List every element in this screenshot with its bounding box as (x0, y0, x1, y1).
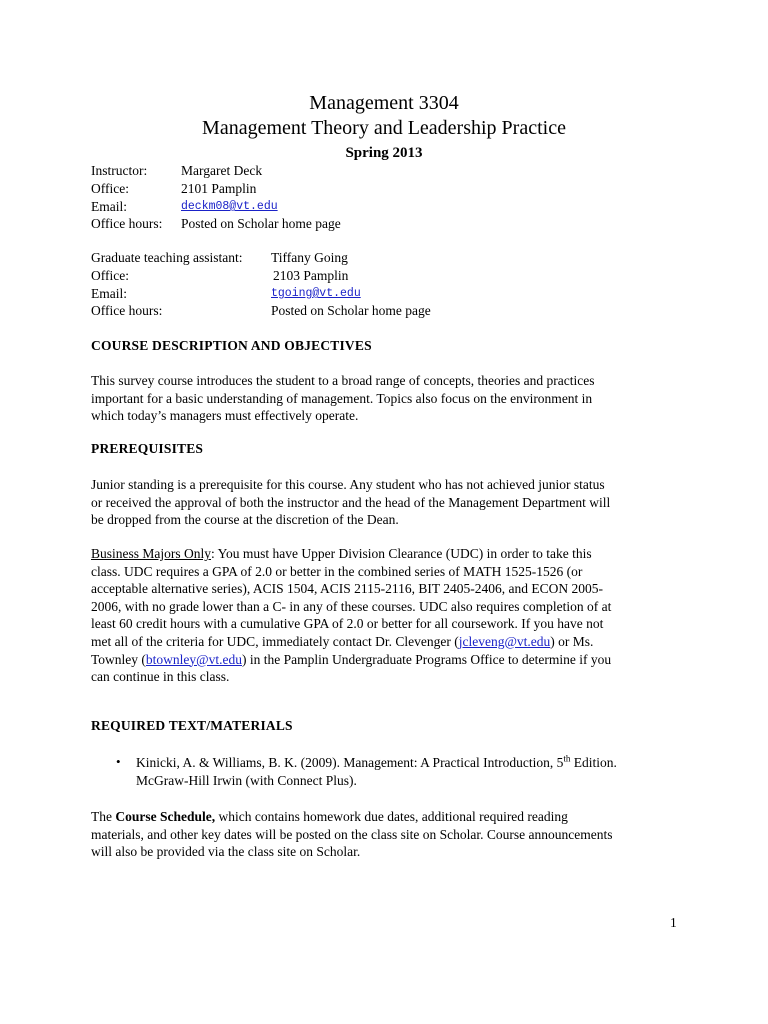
bullet-icon: • (116, 754, 121, 769)
description-line: which today’s managers must effectively operate. (91, 408, 359, 424)
gta-office: 2103 Pamplin (273, 268, 349, 283)
schedule-text-pre: The (91, 809, 116, 824)
business-majors-line (91, 545, 681, 563)
instructor-office: 2101 Pamplin (181, 181, 257, 196)
gta-email-link[interactable]: tgoing@vt.edu (271, 287, 361, 300)
business-majors-line: can continue in this class. (91, 669, 230, 685)
instructor-hours: Posted on Scholar home page (181, 216, 341, 231)
page-number: 1 (670, 915, 677, 930)
course-schedule-bold: Course Schedule, (115, 809, 216, 824)
instructor-email-link[interactable]: deckm08@vt.edu (181, 200, 278, 213)
instructor-email-label: Email: (91, 199, 127, 214)
business-majors-line (91, 651, 681, 669)
schedule-line: will also be provided via the class site on Scholar. (91, 844, 361, 860)
schedule-paragraph (91, 808, 681, 861)
prerequisites-paragraph (91, 476, 681, 529)
materials-heading: REQUIRED TEXT/MATERIALS (91, 718, 293, 733)
gta-name: Tiffany Going (271, 250, 348, 265)
description-line: This survey course introduces the student to a broad range of concepts, theories and practices (91, 373, 595, 388)
edition-superscript: th (563, 753, 571, 764)
textbook-line (136, 754, 617, 772)
townley-text: Townley ( (91, 651, 146, 667)
description-line: important for a basic understanding of management. Topics also focus on the environment in (91, 390, 593, 406)
description-paragraph (91, 372, 681, 425)
business-majors-line (91, 633, 681, 651)
course-term: Spring 2013 (345, 145, 423, 161)
prerequisites-line: Junior standing is a prerequisite for this course. Any student who has not achieved junior status (91, 477, 605, 492)
textbook-text: Kinicki, A. & Williams, B. K. (2009). Management: A Practical Introduction, 5 (136, 755, 564, 770)
prerequisites-heading: PREREQUISITES (91, 441, 204, 456)
schedule-text: which contains homework due dates, additional required reading (215, 809, 568, 824)
clevenger-text-post: ) or Ms. (550, 633, 594, 649)
instructor-name: Margaret Deck (181, 163, 263, 178)
course-number: Management 3304 (309, 92, 459, 114)
instructor-hours-label: Office hours: (91, 216, 163, 231)
business-majors-line: least 60 credit hours with a cumulative GPA of 2.0 or better for all coursework. If you have not (91, 616, 604, 632)
gta-email-label: Email: (91, 286, 127, 301)
prerequisites-line: or received the approval of both the instructor and the head of the Management Department will (91, 494, 611, 510)
clevenger-email-link[interactable]: jcleveng@vt.edu (458, 633, 551, 649)
gta-label: Graduate teaching assistant: (91, 250, 243, 265)
townley-email-link[interactable]: btownley@vt.edu (145, 651, 242, 667)
business-majors-text: : You must have Upper Division Clearance (UDC) in order to take this (211, 546, 592, 561)
gta-hours-label: Office hours: (91, 303, 163, 318)
textbook-citation (136, 754, 617, 789)
business-majors-line: 2006, with no grade lower than a C- in any of these courses. UDC also requires completion of at (91, 598, 612, 614)
townley-text-post: ) in the Pamplin Undergraduate Programs Office to determine if you (241, 651, 612, 667)
gta-office-label: Office: (91, 268, 129, 283)
business-majors-paragraph (91, 545, 681, 686)
gta-hours: Posted on Scholar home page (271, 303, 431, 318)
instructor-office-label: Office: (91, 181, 129, 196)
textbook-edition: Edition. (570, 755, 617, 770)
clevenger-text: met all of the criteria for UDC, immediately contact Dr. Clevenger ( (91, 633, 459, 649)
description-heading: COURSE DESCRIPTION AND OBJECTIVES (91, 338, 372, 353)
business-majors-line: class. UDC requires a GPA of 2.0 or better in the combined series of MATH 1525-1526 (or (91, 563, 583, 579)
business-majors-label: Business Majors Only (91, 546, 212, 561)
textbook-publisher: McGraw-Hill Irwin (with Connect Plus). (136, 772, 357, 788)
course-title: Management Theory and Leadership Practice (202, 117, 566, 139)
prerequisites-line: be dropped from the course at the discretion of the Dean. (91, 512, 399, 528)
schedule-line: materials, and other key dates will be posted on the class site on Scholar. Course announcements (91, 826, 613, 842)
instructor-label: Instructor: (91, 163, 148, 178)
business-majors-line: acceptable alternative series), ACIS 1504, ACIS 2115-2116, BIT 2405-2406, and ECON 2005- (91, 581, 604, 597)
schedule-line (91, 808, 681, 826)
